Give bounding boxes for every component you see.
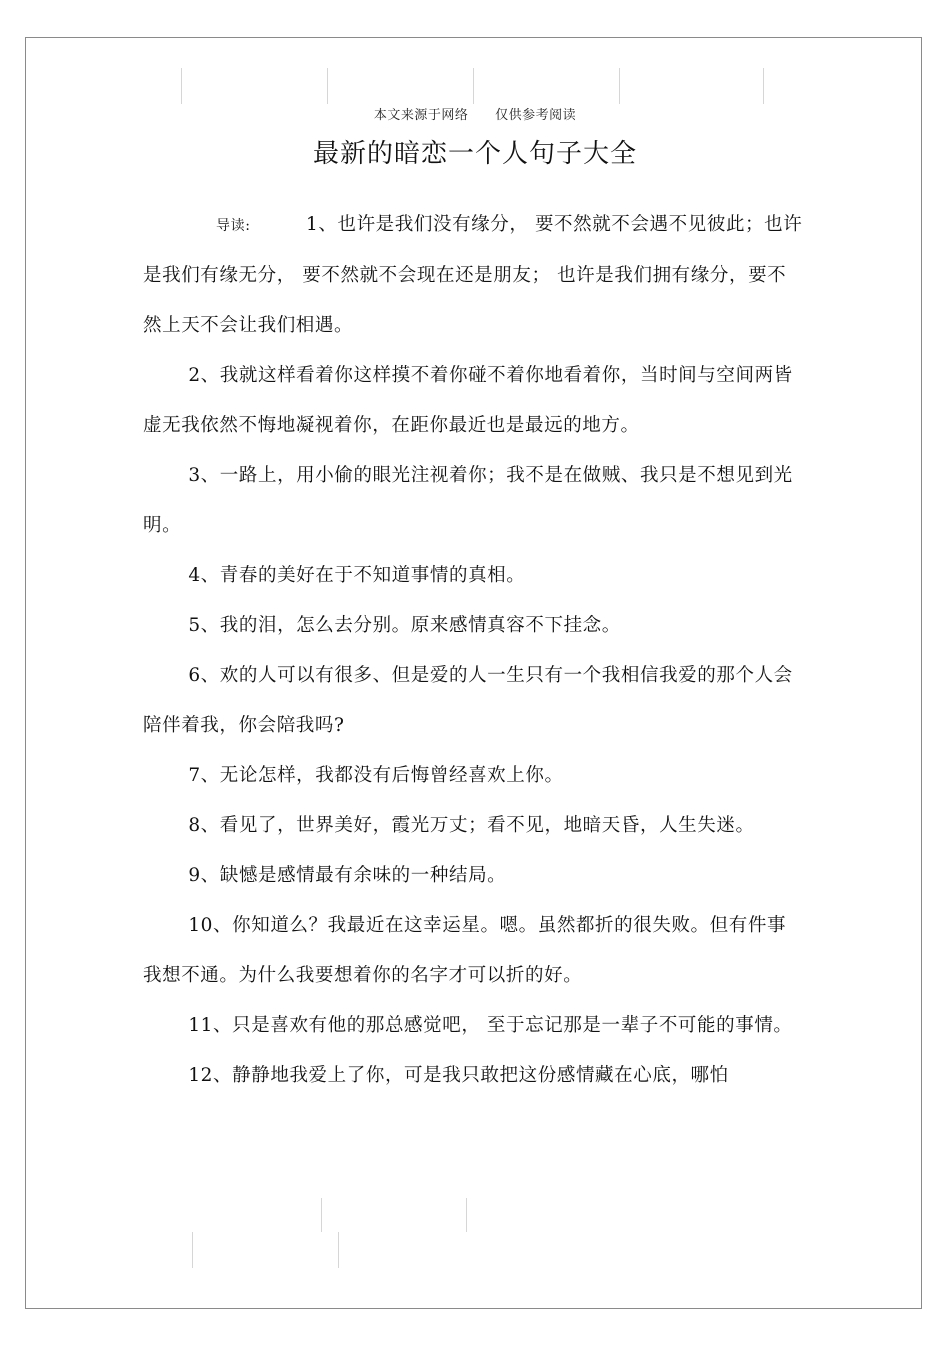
paragraph-10: 10、你知道么？我最近在这幸运星。嗯。虽然都折的很失败。但有件事我想不通。为什么我要想着你的名字才可以折的好。: [143, 915, 787, 986]
paragraph-3: 3、一路上，用小偷的眼光注视着你；我不是在做贼、我只是不想见到光明。: [143, 465, 793, 536]
paragraph-8: 8、看见了，世界美好，霞光万丈；看不见，地暗天昏，人生失迷。: [188, 815, 755, 836]
scan-tick: [338, 1232, 339, 1268]
paragraph-6: 6、欢的人可以有很多、但是爱的人一生只有一个我相信我爱的那个人会陪伴着我，你会陪我吗?: [143, 665, 793, 736]
paragraph-text: 1、也许是我们没有缘分， 要不然就不会遇不见彼此；也许是我们有缘无分， 要不然就不会现在还是朋友； 也许是我们拥有缘分，要不然上天不会让我们相遇。: [143, 214, 803, 336]
paragraph-9: 9、缺憾是感情最有余味的一种结局。: [188, 865, 507, 886]
source-note: 本文来源于网络: [373, 108, 469, 123]
paragraph-1: [143, 200, 803, 351]
paragraph-5: 5、我的泪，怎么去分别。原来感情真容不下挂念。: [188, 615, 621, 636]
paragraph-2: 2、我就这样看着你这样摸不着你碰不着你地看着你，当时间与空间两皆虚无我依然不悔地凝视着你，在距你最近也是最远的地方。: [143, 365, 793, 436]
paragraph-7: 7、无论怎样，我都没有后悔曾经喜欢上你。: [188, 765, 564, 786]
scan-tick: [619, 68, 620, 104]
scan-tick: [466, 1198, 467, 1232]
scan-tick: [327, 68, 328, 104]
document-body: [143, 200, 803, 1101]
header-note: [0, 104, 950, 123]
scan-tick: [473, 68, 474, 104]
scan-tick: [192, 1232, 193, 1268]
scan-tick: [763, 68, 764, 104]
reference-note: 仅供参考阅读: [495, 108, 577, 123]
paragraph-4: 4、青春的美好在于不知道事情的真相。: [188, 565, 526, 586]
scan-tick: [181, 68, 182, 104]
intro-label: 导读:: [216, 218, 251, 234]
paragraph-12: 12、静静地我爱上了你，可是我只敢把这份感情藏在心底，哪怕: [188, 1065, 729, 1086]
paragraph-11: 11、只是喜欢有他的那总感觉吧， 至于忘记那是一辈子不可能的事情。: [188, 1015, 793, 1036]
scan-tick: [321, 1198, 322, 1232]
document-title: 最新的暗恋一个人句子大全: [312, 139, 637, 169]
